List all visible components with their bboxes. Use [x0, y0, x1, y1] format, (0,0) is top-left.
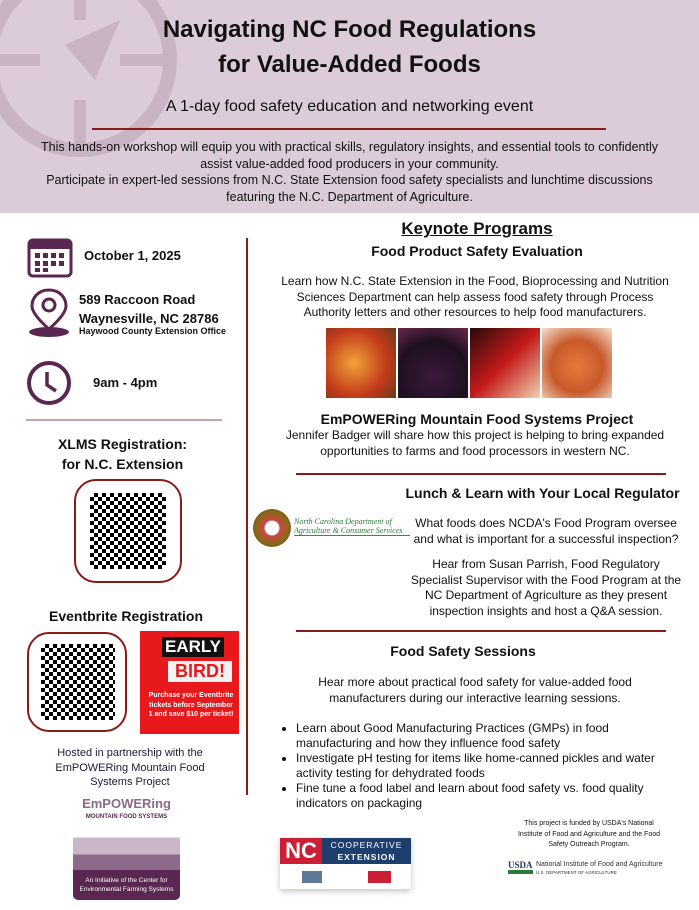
ncda-seal-icon	[253, 509, 291, 547]
list-item: • Fine tune a food label and learn about food safety vs. food quality indicators on packaging	[296, 781, 656, 811]
coop-line: EXTENSION	[337, 852, 396, 862]
sessions-intro: Hear more about practical food safety for value-added food manufacturers during our interactive learning sessions.	[318, 675, 632, 705]
event-date: October 1, 2025	[84, 248, 181, 263]
empowering-logo	[73, 792, 180, 900]
list-item: • Investigate pH testing for items like home-canned pickles and water activity testing for dehydrated foods	[296, 751, 656, 781]
divider	[296, 630, 666, 632]
lunch-question: What foods does NCDA's Food Program oversee and what is important for a successful inspection?	[413, 516, 679, 546]
divider	[296, 473, 666, 475]
nc-state-logo	[368, 871, 391, 883]
logo-title: EmPOWERing	[82, 796, 171, 811]
early-bird-text: Purchase your Eventbrite tickets before September 1 and save $10 per ticket!	[148, 692, 234, 718]
funding-text: This project is funded by USDA's National Institute of Food and Agriculture and the Food Safety Outreach Program.	[517, 820, 661, 848]
title-line: Navigating NC Food Regulations	[162, 16, 537, 43]
ncda-logo-text: North Carolina Department of Agriculture & Consumer Services	[294, 517, 410, 536]
heading-line: XLMS Registration:	[57, 436, 188, 452]
bird-label: BIRD!	[168, 661, 232, 682]
usda-mark: USDA	[508, 860, 533, 874]
nifa-text: National Institute of Food and Agriculture	[536, 861, 663, 868]
event-time: 9am - 4pm	[93, 375, 158, 390]
nc-cooperative-extension-logo	[280, 838, 411, 889]
session-title: Food Product Safety Evaluation	[371, 243, 583, 259]
intro-line: Participate in expert-led sessions from N.C. State Extension food safety specialists and lunchtime discussions	[46, 173, 653, 187]
intro-text	[0, 139, 699, 205]
logo-subtitle: MOUNTAIN FOOD SYSTEMS	[85, 814, 168, 820]
xlms-qr-code[interactable]	[74, 479, 182, 583]
address-line: Waynesville, NC 28786	[79, 311, 219, 326]
intro-line: This hands-on workshop will equip you with practical skills, regulatory insights, and essential tools to confidently	[41, 140, 658, 154]
food-photos	[326, 328, 612, 398]
partner-text: Hosted in partnership with the EmPOWERing Mountain Food Systems Project	[55, 747, 205, 788]
heading-line: for N.C. Extension	[61, 456, 184, 472]
food-photo	[542, 328, 612, 398]
divider	[92, 128, 606, 130]
early-label: EARLY	[162, 637, 224, 657]
xlms-heading	[0, 434, 245, 474]
list-item: • Learn about Good Manufacturing Practices (GMPs) in food manufacturing and how they influence food safety	[296, 721, 656, 751]
location-pin-icon	[27, 287, 71, 339]
food-photo	[470, 328, 540, 398]
coop-ext-text	[322, 838, 411, 864]
clock-icon	[26, 360, 72, 406]
sessions-list	[276, 721, 656, 811]
title-line: for Value-Added Foods	[218, 51, 481, 78]
venue: Haywood County Extension Office	[79, 326, 227, 336]
nc-mark: NC	[280, 838, 322, 864]
usda-nifa-logo	[508, 860, 698, 880]
lunch-title: Lunch & Learn with Your Local Regulator	[405, 485, 680, 501]
sessions-title: Food Safety Sessions	[390, 643, 536, 659]
eventbrite-heading: Eventbrite Registration	[48, 608, 204, 624]
lunch-text: Hear from Susan Parrish, Food Regulatory Specialist Supervisor with the Food Program at the NC Department of Agriculture as they present inspection insights and host a Q&A session.	[410, 557, 682, 618]
session-text: Learn how N.C. State Extension in the Food, Bioprocessing and Nutrition Sciences Department can help assess food safety through Process Authority letters and other resources to help food manufacturers.	[281, 274, 669, 319]
ncda-logo	[253, 507, 408, 547]
food-photo	[326, 328, 396, 398]
eventbrite-qr-code[interactable]	[27, 632, 127, 732]
calendar-icon	[27, 234, 73, 278]
logo-footer: An Initiative of the Center for Environmental Farming Systems	[79, 877, 174, 893]
page-title	[0, 12, 699, 82]
intro-line: assist value-added food producers in your community.	[200, 156, 499, 171]
early-bird-graphic	[140, 631, 239, 734]
nc-at-logo	[302, 871, 322, 883]
column-divider	[246, 238, 248, 795]
event-address	[79, 290, 219, 328]
usdept-text: U.S. DEPARTMENT OF AGRICULTURE	[536, 870, 617, 875]
keynote-heading: Keynote Programs	[401, 219, 553, 238]
divider	[26, 419, 222, 421]
address-line: 589 Raccoon Road	[79, 292, 196, 307]
session-title: EmPOWERing Mountain Food Systems Project	[320, 411, 634, 427]
subtitle: A 1-day food safety education and networking event	[165, 98, 534, 115]
coop-line: COOPERATIVE	[330, 840, 403, 850]
session-text: Jennifer Badger will share how this project is helping to bring expanded opportunities to farms and food processors in western NC.	[285, 428, 665, 458]
intro-line: featuring the N.C. Department of Agriculture.	[226, 189, 473, 204]
food-photo	[398, 328, 468, 398]
